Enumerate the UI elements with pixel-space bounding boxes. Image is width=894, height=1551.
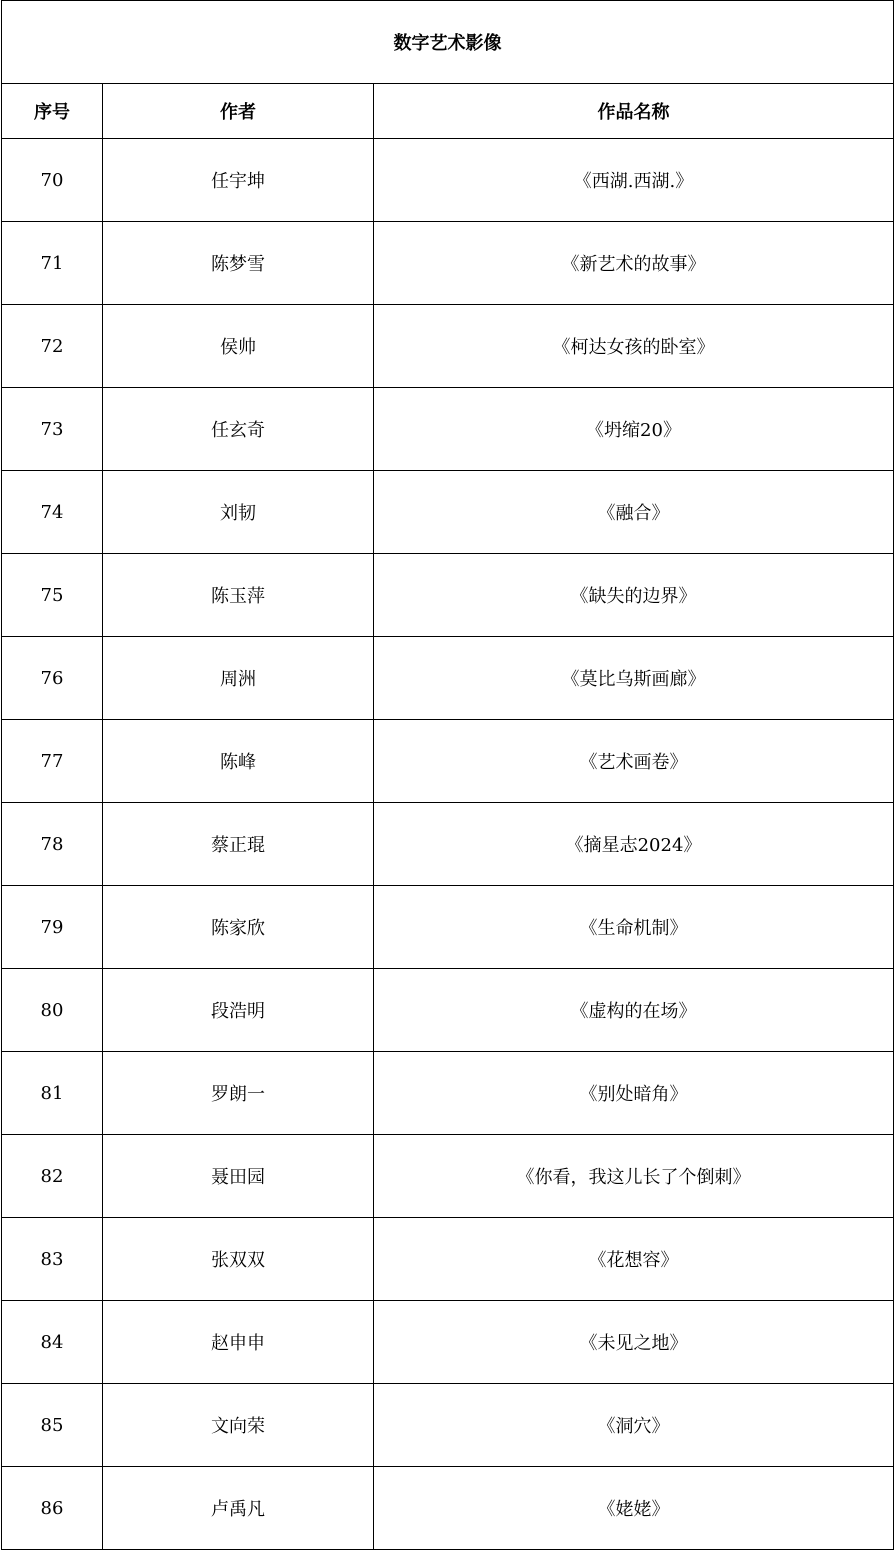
row-work-title: 《融合》 (374, 471, 894, 554)
row-index: 83 (2, 1218, 103, 1301)
row-work-title: 《艺术画卷》 (374, 720, 894, 803)
row-work-title: 《生命机制》 (374, 886, 894, 969)
row-work-title: 《新艺术的故事》 (374, 222, 894, 305)
title-row (2, 1, 894, 84)
row-work-title: 《洞穴》 (374, 1384, 894, 1467)
row-author: 任宇坤 (103, 139, 374, 222)
table-row (2, 222, 894, 305)
row-index: 76 (2, 637, 103, 720)
table-row (2, 471, 894, 554)
row-index: 84 (2, 1301, 103, 1384)
table-row (2, 1467, 894, 1550)
row-author: 张双双 (103, 1218, 374, 1301)
table-row (2, 1052, 894, 1135)
row-author: 侯帅 (103, 305, 374, 388)
table-title: 数字艺术影像 (2, 1, 894, 84)
column-header-author: 作者 (103, 84, 374, 139)
row-work-title: 《未见之地》 (374, 1301, 894, 1384)
row-author: 段浩明 (103, 969, 374, 1052)
row-index: 72 (2, 305, 103, 388)
table-row (2, 886, 894, 969)
column-header-index: 序号 (2, 84, 103, 139)
row-author: 周洲 (103, 637, 374, 720)
table-row (2, 554, 894, 637)
column-header-work: 作品名称 (374, 84, 894, 139)
table-row (2, 1218, 894, 1301)
row-work-title: 《别处暗角》 (374, 1052, 894, 1135)
table-row (2, 1384, 894, 1467)
row-index: 75 (2, 554, 103, 637)
row-index: 71 (2, 222, 103, 305)
row-work-title: 《西湖.西湖.》 (374, 139, 894, 222)
header-row (2, 84, 894, 139)
row-work-title: 《花想容》 (374, 1218, 894, 1301)
row-index: 85 (2, 1384, 103, 1467)
row-index: 82 (2, 1135, 103, 1218)
row-work-title: 《柯达女孩的卧室》 (374, 305, 894, 388)
row-author: 文向荣 (103, 1384, 374, 1467)
row-index: 81 (2, 1052, 103, 1135)
row-index: 78 (2, 803, 103, 886)
table-row (2, 305, 894, 388)
row-index: 70 (2, 139, 103, 222)
row-author: 陈玉萍 (103, 554, 374, 637)
row-author: 蔡正琨 (103, 803, 374, 886)
row-work-title: 《莫比乌斯画廊》 (374, 637, 894, 720)
row-author: 陈梦雪 (103, 222, 374, 305)
row-index: 79 (2, 886, 103, 969)
row-author: 刘韧 (103, 471, 374, 554)
row-author: 陈峰 (103, 720, 374, 803)
artwork-table (1, 0, 894, 1550)
row-work-title: 《缺失的边界》 (374, 554, 894, 637)
row-index: 73 (2, 388, 103, 471)
row-author: 赵申申 (103, 1301, 374, 1384)
row-work-title: 《姥姥》 (374, 1467, 894, 1550)
row-index: 80 (2, 969, 103, 1052)
table-row (2, 720, 894, 803)
row-index: 77 (2, 720, 103, 803)
table-row (2, 139, 894, 222)
row-work-title: 《摘星志2024》 (374, 803, 894, 886)
row-index: 74 (2, 471, 103, 554)
row-author: 卢禹凡 (103, 1467, 374, 1550)
row-index: 86 (2, 1467, 103, 1550)
row-author: 聂田园 (103, 1135, 374, 1218)
table-row (2, 969, 894, 1052)
row-author: 罗朗一 (103, 1052, 374, 1135)
table-row (2, 803, 894, 886)
row-work-title: 《虚构的在场》 (374, 969, 894, 1052)
table-row (2, 637, 894, 720)
table-row (2, 388, 894, 471)
table-row (2, 1135, 894, 1218)
row-work-title: 《坍缩20》 (374, 388, 894, 471)
row-author: 任玄奇 (103, 388, 374, 471)
row-work-title: 《你看，我这儿长了个倒刺》 (374, 1135, 894, 1218)
row-author: 陈家欣 (103, 886, 374, 969)
table-row (2, 1301, 894, 1384)
